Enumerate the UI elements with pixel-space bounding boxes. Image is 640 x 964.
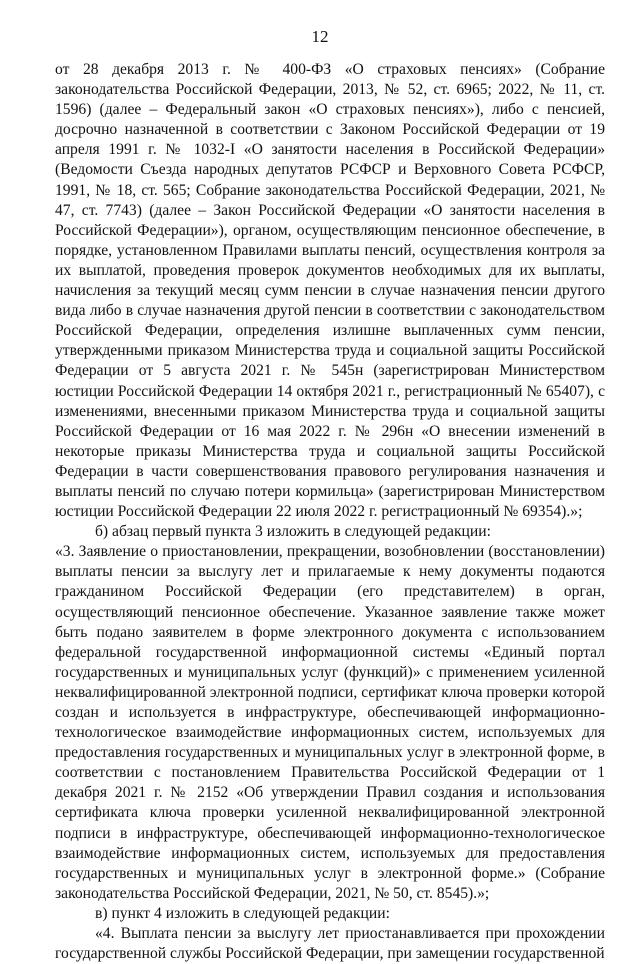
paragraph-clause-4: «4. Выплата пенсии за выслугу лет приостанавливается при прохождении государственной службы Российской Федерации, при замещении государственной	[55, 925, 605, 963]
page-number: 12	[311, 27, 329, 46]
paragraph-clause-3: «3. Заявление о приостановлении, прекращении, возобновлении (восстановлении) выплаты пенсии за выслугу лет и прилагаемые к нему документы подаются гражданином Российской Федерации (его представителем) в орган, осуществляющий пенсионное обеспечение. Указанное заявление также может быть подано заявителем в форме электронного документа с использованием федеральной государственной информационной системы «Единый портал государственных и муниципальных услуг (функций)» с применением усиленной неквалифицированной электронной подписи, сертификат ключа проверки которой создан и используется в инфраструктуре, обеспечивающей информационно-технологическое взаимодействие информационных систем, используемых для предоставления государственных и муниципальных услуг в электронной форме, в соответствии с постановлением Правительства Российской Федерации от 1 декабря 2021 г. № 2152 «Об утверждении Правил создания и использования сертификата ключа проверки усиленной неквалифицированной электронной подписи в инфраструктуре, обеспечивающей информационно-технологическое взаимодействие информационных систем, используемых для предоставления государственных и муниципальных услуг в электронной форме.» (Собрание законодательства Российской Федерации, 2021, № 50, ст. 8545).»;	[55, 543, 605, 902]
paragraph-item-v: в) пункт 4 изложить в следующей редакции:	[95, 904, 390, 922]
document-body	[55, 60, 605, 964]
paragraph-continuation: от 28 декабря 2013 г. № 400-ФЗ «О страховых пенсиях» (Собрание законодательства Российской Федерации, 2013, № 52, ст. 6965; 2022, № 11, ст. 1596) (далее – Федеральный закон «О страховых пенсиях»), либо с пенсией, досрочно назначенной в соответствии с Законом Российской Федерации от 19 апреля 1991 г. № 1032-I «О занятости населения в Российской Федерации» (Ведомости Съезда народных депутатов РСФСР и Верховного Совета РСФСР, 1991, № 18, ст. 565; Собрание законодательства Российской Федерации, 2021, № 47, ст. 7743) (далее – Закон Российской Федерации «О занятости населения в Российской Федерации»), органом, осуществляющим пенсионное обеспечение, в порядке, установленном Правилами выплаты пенсий, осуществления контроля за их выплатой, проведения проверок документов необходимых для их выплаты, начисления за текущий месяц сумм пенсии в случае назначения пенсии другого вида либо в случае назначения другой пенсии в соответствии с законодательством Российской Федерации, определения излишне выплаченных сумм пенсии, утвержденными приказом Министерства труда и социальной защиты Российской Федерации от 5 августа 2021 г. № 545н (зарегистрирован Министерством юстиции Российской Федерации 14 октября 2021 г., регистрационный № 65407), с изменениями, внесенными приказом Министерства труда и социальной защиты Российской Федерации от 16 мая 2022 г. № 296н «О внесении изменений в некоторые приказы Министерства труда и социальной защиты Российской Федерации в части совершенствования правового регулирования назначения и выплаты пенсий по случаю потери кормильца» (зарегистрирован Министерством юстиции Российской Федерации 22 июля 2022 г. регистрационный № 69354).»;	[55, 61, 605, 521]
paragraph-item-b: б) абзац первый пункта 3 изложить в следующей редакции:	[95, 523, 491, 541]
